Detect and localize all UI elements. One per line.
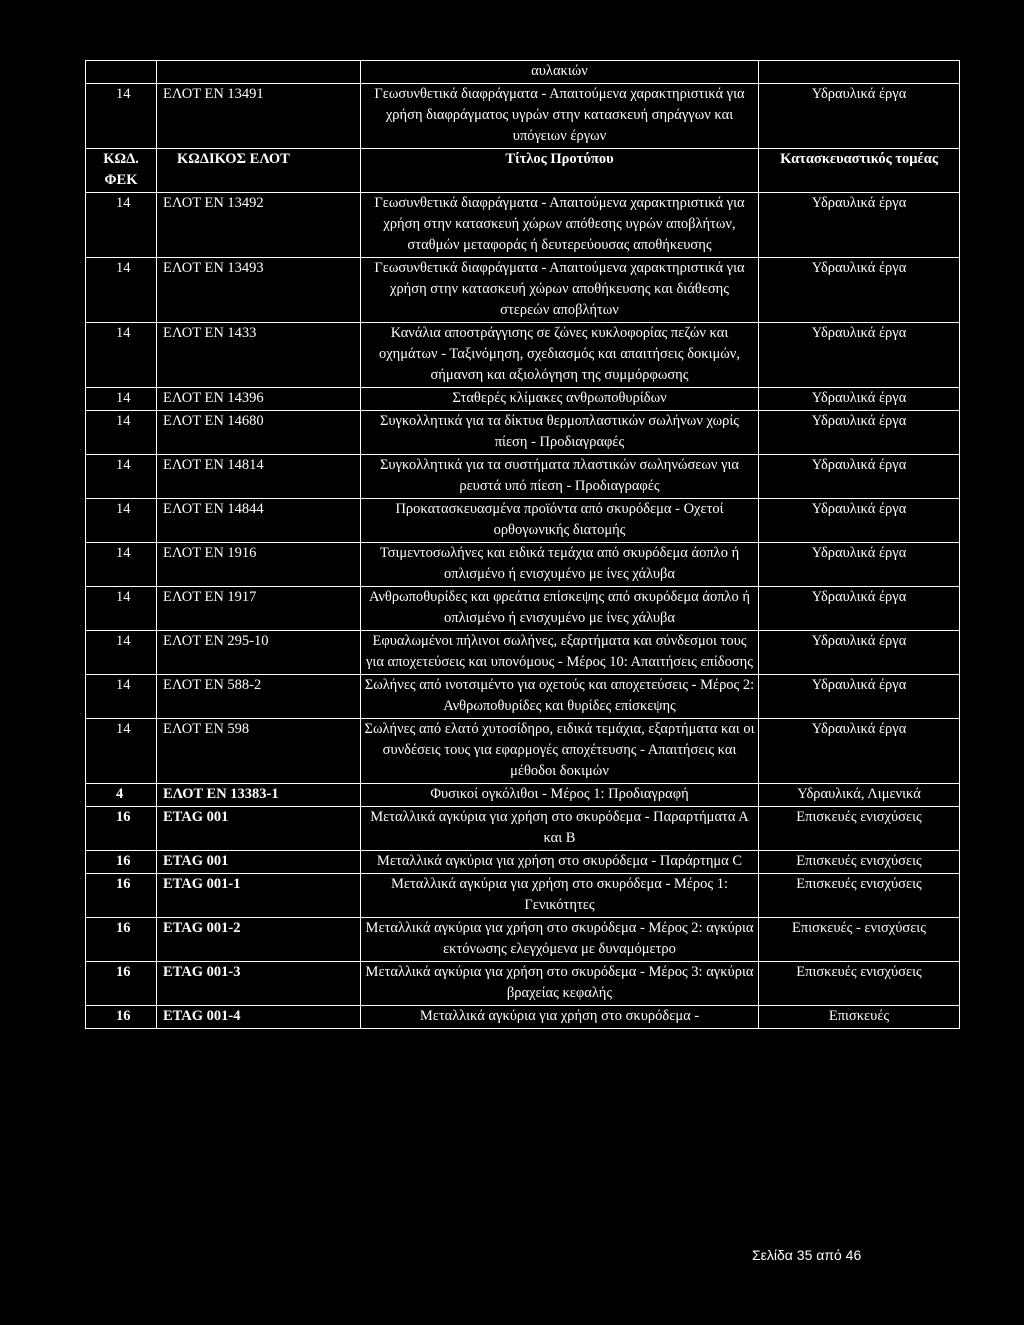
title-cell: Σωλήνες από ινοτσιμέντο για οχετούς και αποχετεύσεις - Μέρος 2: Ανθρωποθυρίδες και θυρίδες επίσκεψης [361,675,759,719]
table-row [86,807,960,851]
fek-cell: 14 [86,587,157,631]
table-row [86,784,960,807]
fek-cell: 4 [86,784,157,807]
standards-table-body [86,61,960,1029]
code-cell: ΕΛΟΤ ΕΝ 295-10 [157,631,361,675]
code-cell: ΕΛΟΤ ΕΝ 14680 [157,411,361,455]
code-cell: ΕΛΟΤ ΕΝ 598 [157,719,361,784]
sector-cell: Υδραυλικά έργα [759,675,960,719]
table-row [86,455,960,499]
title-cell: Μεταλλικά αγκύρια για χρήση στο σκυρόδεμα - Μέρος 1: Γενικότητες [361,874,759,918]
title-cell: Προκατασκευασμένα προϊόντα από σκυρόδεμα - Οχετοί ορθογωνικής διατομής [361,499,759,543]
title-cell: Γεωσυνθετικά διαφράγματα - Απαιτούμενα χαρακτηριστικά για χρήση διαφράγματος υγρών στην κατασκευή σηράγγων και υπόγειων έργων [361,84,759,149]
table-row [86,411,960,455]
code-cell: ΕΛΟΤ ΕΝ 14814 [157,455,361,499]
code-cell: ETAG 001 [157,851,361,874]
fek-cell: 16 [86,918,157,962]
fek-cell: 14 [86,631,157,675]
sector-cell [759,61,960,84]
title-cell: Μεταλλικά αγκύρια για χρήση στο σκυρόδεμα - Μέρος 3: αγκύρια βραχείας κεφαλής [361,962,759,1006]
code-cell: ΕΛΟΤ ΕΝ 1916 [157,543,361,587]
table-row [86,587,960,631]
sector-cell: Επισκευές ενισχύσεις [759,962,960,1006]
title-cell: Ανθρωποθυρίδες και φρεάτια επίσκεψης από σκυρόδεμα άοπλο ή οπλισμένο ή ενισχυμένο με ίνες χάλυβα [361,587,759,631]
code-cell: ΕΛΟΤ ΕΝ 588-2 [157,675,361,719]
title-cell: Γεωσυνθετικά διαφράγματα - Απαιτούμενα χαρακτηριστικά για χρήση στην κατασκευή χώρων αποθήκευσης και διάθεσης στερεών αποβλήτων [361,258,759,323]
sector-cell: Επισκευές ενισχύσεις [759,874,960,918]
standards-table [85,60,960,1029]
sector-cell: Επισκευές ενισχύσεις [759,807,960,851]
sector-cell: Υδραυλικά έργα [759,388,960,411]
title-cell: Μεταλλικά αγκύρια για χρήση στο σκυρόδεμα - [361,1006,759,1029]
code-cell [157,61,361,84]
code-cell: ΕΛΟΤ ΕΝ 13492 [157,193,361,258]
sector-cell: Υδραυλικά έργα [759,499,960,543]
title-cell: αυλακιών [361,61,759,84]
table-row [86,323,960,388]
title-cell: Σωλήνες από ελατό χυτοσίδηρο, ειδικά τεμάχια, εξαρτήματα και οι συνδέσεις τους για εφαρμογές αποχέτευσης - Απαιτήσεις και μέθοδοι δοκιμών [361,719,759,784]
table-row [86,499,960,543]
code-cell: ΕΛΟΤ ΕΝ 1433 [157,323,361,388]
code-cell: ΕΛΟΤ ΕΝ 14396 [157,388,361,411]
code-cell: ETAG 001-1 [157,874,361,918]
sector-cell: Υδραυλικά, Λιμενικά [759,784,960,807]
code-cell: ETAG 001-4 [157,1006,361,1029]
table-row [86,84,960,149]
fek-cell [86,61,157,84]
title-cell: Μεταλλικά αγκύρια για χρήση στο σκυρόδεμα - Παραρτήματα Α και Β [361,807,759,851]
table-row [86,918,960,962]
sector-cell: Υδραυλικά έργα [759,411,960,455]
table-row [86,388,960,411]
fek-cell: 16 [86,807,157,851]
table-row [86,543,960,587]
code-cell: ΕΛΟΤ ΕΝ 13383-1 [157,784,361,807]
sector-cell: Υδραυλικά έργα [759,258,960,323]
fek-cell: 14 [86,719,157,784]
code-cell: ΕΛΟΤ ΕΝ 13491 [157,84,361,149]
sector-cell: Υδραυλικά έργα [759,543,960,587]
title-cell: Μεταλλικά αγκύρια για χρήση στο σκυρόδεμα - Μέρος 2: αγκύρια εκτόνωσης ελεγχόμενα με δυναμόμετρο [361,918,759,962]
table-row [86,874,960,918]
table-row-continuation [86,61,960,84]
fek-cell: 14 [86,499,157,543]
fek-cell: 16 [86,874,157,918]
sector-cell: Υδραυλικά έργα [759,455,960,499]
code-cell: ETAG 001-2 [157,918,361,962]
table-row [86,851,960,874]
title-cell: Συγκολλητικά για τα συστήματα πλαστικών σωληνώσεων για ρευστά υπό πίεση - Προδιαγραφές [361,455,759,499]
table-row [86,675,960,719]
title-cell: Γεωσυνθετικά διαφράγματα - Απαιτούμενα χαρακτηριστικά για χρήση στην κατασκευή χώρων απόθεσης υγρών αποβλήτων, σταθμών μεταφοράς ή δευτερεύουσας αποθήκευσης [361,193,759,258]
title-cell: Εφυαλωμένοι πήλινοι σωλήνες, εξαρτήματα και σύνδεσμοι τους για αποχετεύσεις και υπονόμους - Μέρος 10: Απαιτήσεις επίδοσης [361,631,759,675]
fek-cell: 16 [86,962,157,1006]
fek-cell: 16 [86,851,157,874]
sector-cell: Επισκευές ενισχύσεις [759,851,960,874]
sector-cell: Υδραυλικά έργα [759,587,960,631]
title-cell: Φυσικοί ογκόλιθοι - Μέρος 1: Προδιαγραφή [361,784,759,807]
title-cell: Μεταλλικά αγκύρια για χρήση στο σκυρόδεμα - Παράρτημα C [361,851,759,874]
code-cell: ETAG 001-3 [157,962,361,1006]
header-sector-cell: Κατασκευαστικός τομέας [759,149,960,193]
header-title-cell: Τίτλος Προτύπου [361,149,759,193]
sector-cell: Επισκευές [759,1006,960,1029]
table-header-row [86,149,960,193]
fek-cell: 14 [86,323,157,388]
header-code-cell: ΚΩΔΙΚΟΣ ΕΛΟΤ [157,149,361,193]
fek-cell: 14 [86,543,157,587]
sector-cell: Υδραυλικά έργα [759,323,960,388]
fek-cell: 14 [86,258,157,323]
table-row [86,962,960,1006]
code-cell: ΕΛΟΤ ΕΝ 13493 [157,258,361,323]
code-cell: ΕΛΟΤ ΕΝ 14844 [157,499,361,543]
title-cell: Τσιμεντοσωλήνες και ειδικά τεμάχια από σκυρόδεμα άοπλο ή οπλισμένο ή ενισχυμένο με ίνες χάλυβα [361,543,759,587]
fek-cell: 14 [86,675,157,719]
table-row [86,719,960,784]
fek-cell: 14 [86,193,157,258]
fek-cell: 16 [86,1006,157,1029]
sector-cell: Επισκευές - ενισχύσεις [759,918,960,962]
table-row [86,1006,960,1029]
table-row [86,258,960,323]
code-cell: ΕΛΟΤ ΕΝ 1917 [157,587,361,631]
code-cell: ETAG 001 [157,807,361,851]
title-cell: Σταθερές κλίμακες ανθρωποθυρίδων [361,388,759,411]
sector-cell: Υδραυλικά έργα [759,719,960,784]
fek-cell: 14 [86,455,157,499]
sector-cell: Υδραυλικά έργα [759,631,960,675]
page-number: Σελίδα 35 από 46 [752,1247,862,1263]
sector-cell: Υδραυλικά έργα [759,193,960,258]
fek-cell: 14 [86,388,157,411]
table-row [86,193,960,258]
fek-cell: 14 [86,84,157,149]
fek-cell: 14 [86,411,157,455]
table-row [86,631,960,675]
title-cell: Κανάλια αποστράγγισης σε ζώνες κυκλοφορίας πεζών και οχημάτων - Ταξινόμηση, σχεδιασμός και απαιτήσεις δοκιμών, σήμανση και αξιολόγηση της συμμόρφωσης [361,323,759,388]
title-cell: Συγκολλητικά για τα δίκτυα θερμοπλαστικών σωλήνων χωρίς πίεση - Προδιαγραφές [361,411,759,455]
header-fek-cell: ΚΩΔ. ΦΕΚ [86,149,157,193]
sector-cell: Υδραυλικά έργα [759,84,960,149]
